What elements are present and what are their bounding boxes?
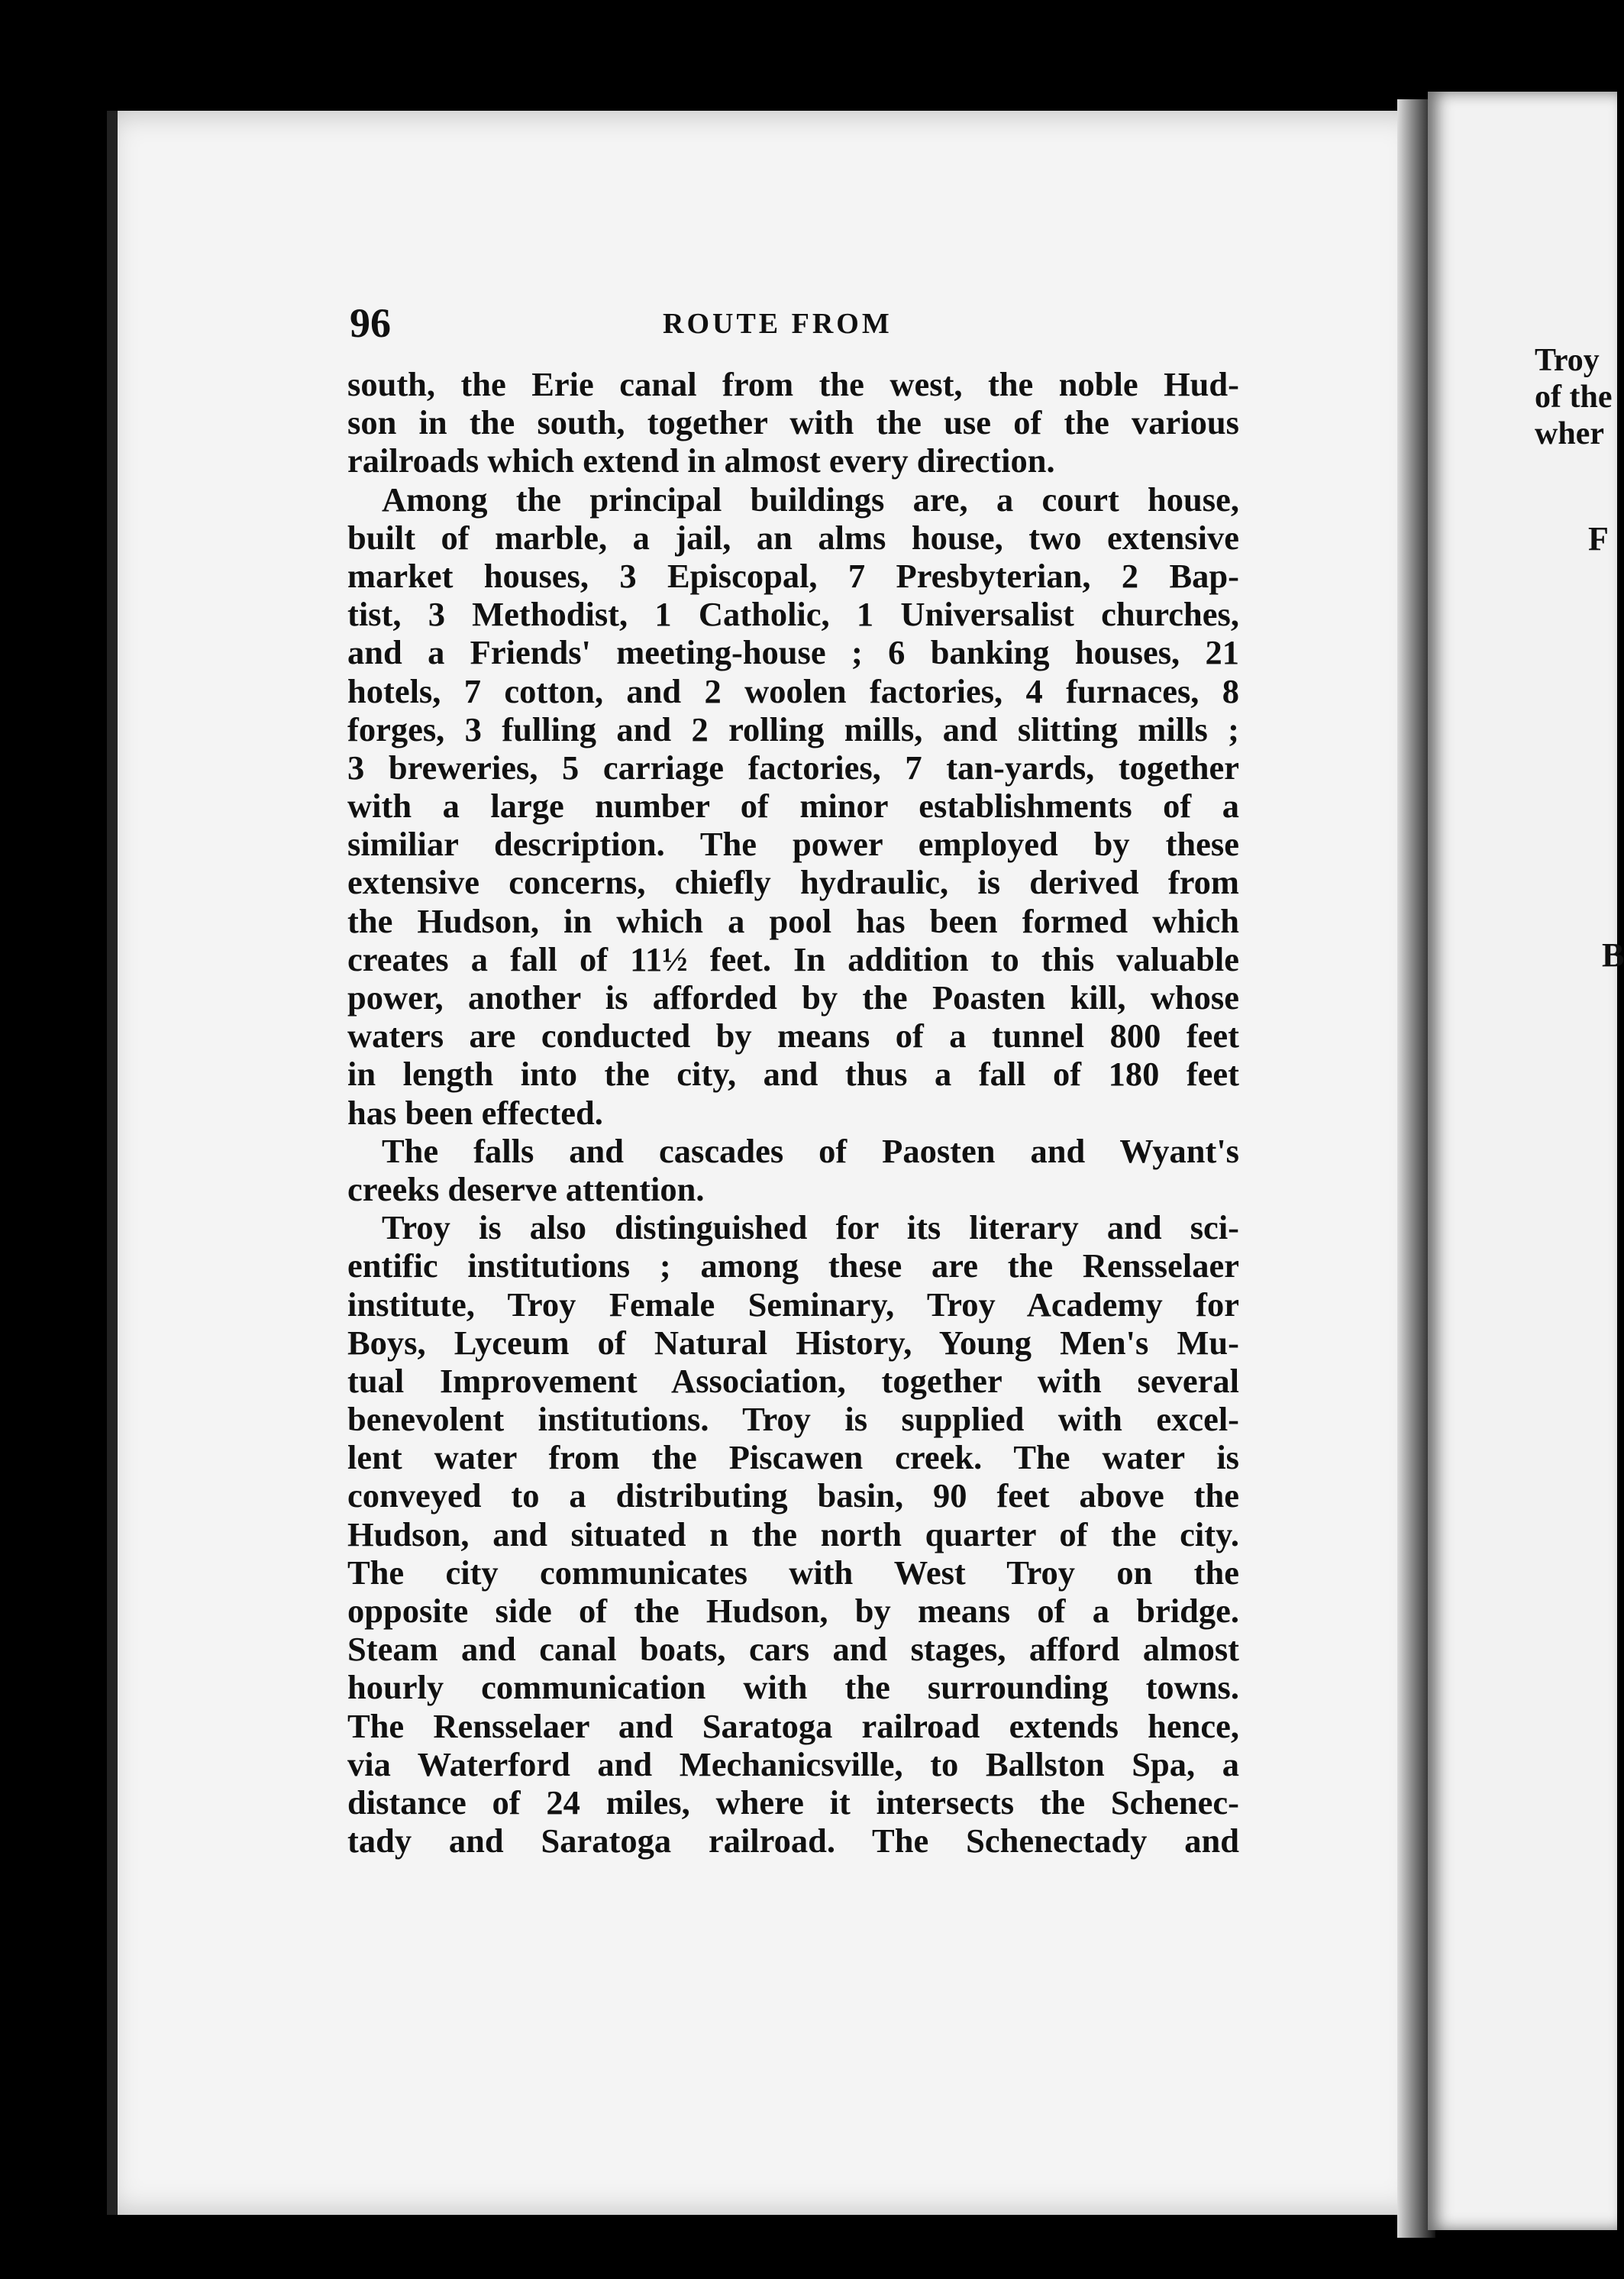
facing-page-fragment: wher <box>1535 416 1604 451</box>
text-line: extensive concerns, chiefly hydraulic, is derived from <box>347 863 1239 902</box>
facing-page-fragment: Troy <box>1535 343 1600 378</box>
text-line: tual Improvement Association, together with several <box>347 1361 1239 1400</box>
text-line: benevolent institutions. Troy is supplied with excel- <box>347 1400 1239 1439</box>
text-line: via Waterford and Mechanicsville, to Ballston Spa, a <box>347 1744 1239 1783</box>
text-line: distance of 24 miles, where it intersects the Schenec- <box>347 1783 1239 1822</box>
text-line: creates a fall of 11½ feet. In addition to this valuable <box>347 939 1239 978</box>
text-line: creeks deserve attention. <box>347 1169 705 1208</box>
text-line: railroads which extend in almost every direction. <box>347 441 1055 480</box>
text-line: Hudson, and situated n the north quarter of the city. <box>347 1514 1239 1553</box>
text-line: hotels, 7 cotton, and 2 woolen factories, 4 furnaces, 8 <box>347 671 1239 710</box>
text-line: built of marble, a jail, an alms house, two extensive <box>347 518 1239 557</box>
text-line: conveyed to a distributing basin, 90 feet above the <box>347 1476 1239 1515</box>
text-line: has been effected. <box>347 1093 603 1132</box>
text-line: waters are conducted by means of a tunnel 800 feet <box>347 1017 1239 1055</box>
text-line: similiar description. The power employed by these <box>347 825 1239 864</box>
facing-page-fragment: of the <box>1535 380 1613 415</box>
text-line: power, another is afforded by the Poasten kill, whose <box>347 978 1239 1017</box>
text-line: with a large number of minor establishments of a <box>347 787 1239 826</box>
text-line: in length into the city, and thus a fall of 180 feet <box>347 1055 1239 1094</box>
text-line: Boys, Lyceum of Natural History, Young Men's Mu- <box>347 1323 1239 1362</box>
text-line: and a Friends' meeting-house ; 6 banking houses, 21 <box>347 633 1239 672</box>
text-line: Among the principal buildings are, a court house, <box>382 480 1239 519</box>
text-line: hourly communication with the surrounding towns. <box>347 1668 1239 1707</box>
running-head: ROUTE FROM <box>663 308 893 340</box>
text-line: Steam and canal boats, cars and stages, afford almost <box>347 1630 1239 1669</box>
text-line: The city communicates with West Troy on the <box>347 1553 1239 1592</box>
facing-page-fragment-b: B <box>1602 936 1624 974</box>
text-line: Troy is also distinguished for its literary and sci- <box>382 1208 1239 1247</box>
text-line: The falls and cascades of Paosten and Wyant's <box>382 1131 1239 1170</box>
facing-page-fragment-f: F <box>1588 520 1609 558</box>
text-line: 3 breweries, 5 carriage factories, 7 tan-yards, together <box>347 748 1239 787</box>
page-number: 96 <box>350 300 391 346</box>
text-line: lent water from the Piscawen creek. The water is <box>347 1438 1239 1477</box>
facing-page-fragments <box>1535 342 1617 452</box>
text-line: institute, Troy Female Seminary, Troy Academy for <box>347 1285 1239 1324</box>
text-line: forges, 3 fulling and 2 rolling mills, and slitting mills ; <box>347 710 1239 748</box>
text-line: south, the Erie canal from the west, the noble Hud- <box>347 365 1239 403</box>
text-line: tady and Saratoga railroad. The Schenectady and <box>347 1822 1239 1860</box>
text-line: tist, 3 Methodist, 1 Catholic, 1 Universalist churches, <box>347 595 1239 634</box>
text-line: opposite side of the Hudson, by means of a bridge. <box>347 1592 1239 1630</box>
text-line: entific institutions ; among these are the Rensselaer <box>347 1246 1239 1285</box>
text-line: the Hudson, in which a pool has been formed which <box>347 901 1239 940</box>
page-header <box>350 299 1235 353</box>
body-text <box>347 365 1239 1860</box>
text-line: market houses, 3 Episcopal, 7 Presbyterian, 2 Bap- <box>347 556 1239 595</box>
text-line: The Rensselaer and Saratoga railroad extends hence, <box>347 1706 1239 1745</box>
text-line: son in the south, together with the use of the various <box>347 403 1239 442</box>
